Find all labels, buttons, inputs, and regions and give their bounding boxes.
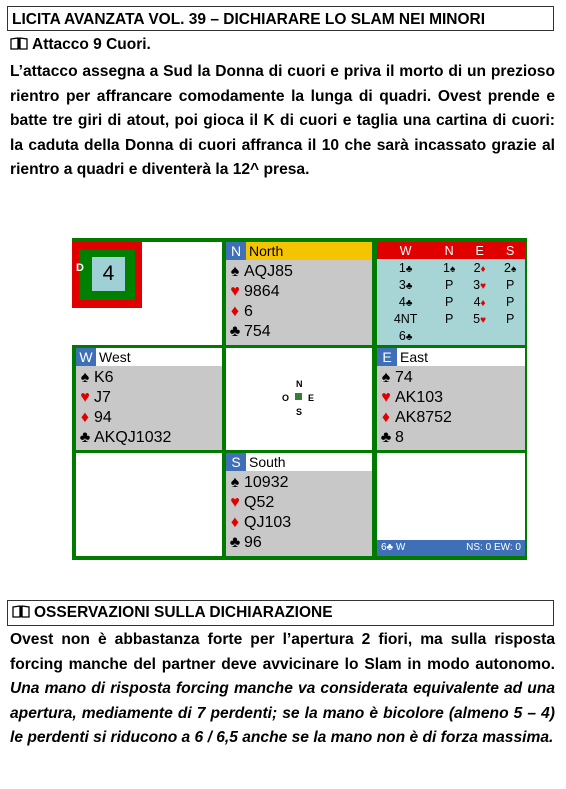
board-number: 4 (92, 257, 125, 291)
north-tag: N (226, 242, 246, 260)
bid-cell: 4♦ (473, 294, 486, 309)
west-diamonds: 94 (94, 409, 112, 426)
heart-icon: ♥ (230, 494, 240, 511)
bid-header: N (434, 242, 464, 259)
north-hearts: 9864 (244, 283, 280, 300)
bid-suit-icon: ♦ (480, 297, 486, 309)
south-name: South (249, 454, 286, 470)
compass-cell (226, 348, 372, 450)
bid-cell: 1♣ (398, 260, 413, 275)
bid-suit-icon: ♥ (480, 314, 487, 326)
bid-header: E (464, 242, 495, 259)
club-icon: ♣ (229, 323, 241, 340)
east-hand (377, 348, 525, 450)
bid-row (377, 327, 525, 344)
south-hand (226, 453, 372, 556)
north-spades: AQJ85 (244, 263, 293, 280)
bid-cell: 4NT (393, 311, 418, 326)
south-tag: S (226, 453, 246, 471)
east-name: East (400, 349, 429, 365)
north-name: North (249, 243, 284, 259)
south-hearts: Q52 (244, 494, 275, 511)
observations-title (7, 600, 554, 626)
compass-s: S (296, 407, 303, 417)
book-icon (12, 605, 30, 618)
bridge-board (72, 238, 527, 560)
spade-icon: ♠ (381, 369, 391, 386)
bid-cell (464, 327, 495, 344)
bid-cell: 3♣ (398, 277, 413, 292)
bid-suit-icon: ♠ (449, 263, 456, 275)
south-clubs: 96 (244, 534, 262, 551)
bid-header: W (377, 242, 434, 259)
west-tag: W (76, 348, 96, 366)
bid-cell (434, 327, 464, 344)
spade-icon: ♠ (230, 263, 240, 280)
west-clubs: AKQJ1032 (94, 429, 172, 446)
bid-suit-icon: ♣ (405, 331, 413, 343)
bid-row (377, 293, 525, 310)
west-spades: K6 (94, 369, 114, 386)
bid-cell: P (505, 311, 515, 326)
lead-heading (10, 36, 151, 54)
compass-center (295, 393, 302, 400)
observations-plain: Ovest non è abbastanza forte per l’apertura 2 fiori, ma sulla risposta forcing manche del partner deve avvicinare lo Slam in modo autonomo. (10, 631, 555, 673)
bid-cell: 2♦ (473, 260, 486, 275)
heart-icon: ♥ (381, 389, 391, 406)
bid-row (377, 310, 525, 327)
east-tag: E (377, 348, 397, 366)
compass-o: O (282, 393, 290, 403)
bid-row (377, 276, 525, 293)
observations-title-text: OSSERVAZIONI SULLA DICHIARAZIONE (34, 604, 333, 621)
club-icon: ♣ (229, 534, 241, 551)
bid-cell: P (505, 294, 515, 309)
bid-cell: P (505, 277, 515, 292)
east-hearts: AK103 (395, 389, 444, 406)
west-hand (76, 348, 222, 450)
east-spades: 74 (395, 369, 413, 386)
page-title: LICITA AVANZATA VOL. 39 – DICHIARARE LO SLAM NEI MINORI (7, 6, 554, 31)
bidding-table (377, 242, 525, 344)
compass-e: E (308, 393, 315, 403)
lead-paragraph: L’attacco assegna a Sud la Donna di cuori e priva il morto di un prezioso rientro per affrancare comodamente la lunga di quadri. Ovest prende e batte tre giri di atout, poi gioca il K di cuori e taglia una cartina di cuori: la caduta della Donna di cuori affranca il 10 che sarà incassato grazie al rientro a quadri e diventerà la 12^ presa. (10, 63, 555, 178)
observations-paragraph (10, 628, 555, 751)
west-name: West (99, 349, 131, 365)
east-diamonds: AK8752 (395, 409, 452, 426)
bid-cell: 4♣ (398, 294, 413, 309)
heart-icon: ♥ (230, 283, 240, 300)
diamond-icon: ♦ (381, 409, 391, 426)
bid-cell: 1♠ (443, 260, 456, 275)
bid-cell: 6♣ (398, 328, 413, 343)
bid-suit-icon: ♣ (405, 263, 413, 275)
book-icon (10, 37, 28, 50)
bid-header: S (495, 242, 525, 259)
result-bar (377, 540, 525, 556)
bid-cell: P (444, 277, 454, 292)
club-icon: ♣ (79, 429, 91, 446)
empty-cell (76, 453, 222, 556)
dealer-indicator (72, 242, 142, 308)
lead-label: Attacco 9 Cuori. (32, 36, 151, 53)
score: NS: 0 EW: 0 (466, 542, 521, 553)
contract: 6♣ W (381, 542, 406, 553)
result-cell (377, 453, 525, 556)
bidding-box (377, 242, 525, 345)
east-clubs: 8 (395, 429, 404, 446)
bid-suit-icon: ♦ (480, 263, 486, 275)
bid-cell (495, 327, 525, 344)
spade-icon: ♠ (230, 474, 240, 491)
bid-cell: 2♠ (503, 260, 517, 275)
diamond-icon: ♦ (80, 409, 90, 426)
heart-icon: ♥ (80, 389, 90, 406)
compass-n: N (296, 379, 303, 389)
north-hand (226, 242, 372, 345)
diamond-icon: ♦ (230, 514, 240, 531)
west-hearts: J7 (94, 389, 111, 406)
south-spades: 10932 (244, 474, 289, 491)
south-diamonds: QJ103 (244, 514, 292, 531)
diamond-icon: ♦ (230, 303, 240, 320)
bid-cell: P (444, 294, 454, 309)
north-diamonds: 6 (244, 303, 253, 320)
observations-italic: Una mano di risposta forcing manche va considerata equivalente ad una apertura, mediamente di 7 perdenti; se la mano è bicolore (almeno 5 – 4) le perdenti si riducono a 6 / 6,5 anche se la mano non è di forza massima. (10, 680, 555, 746)
bid-suit-icon: ♠ (510, 263, 517, 275)
bid-cell: 3♥ (473, 277, 487, 292)
compass-rose (279, 375, 319, 421)
club-icon: ♣ (380, 429, 392, 446)
north-clubs: 754 (244, 323, 271, 340)
bid-suit-icon: ♣ (405, 280, 413, 292)
bid-cell: P (444, 311, 454, 326)
bid-row (377, 259, 525, 276)
spade-icon: ♠ (80, 369, 90, 386)
dealer-label: D (76, 262, 84, 274)
bid-suit-icon: ♣ (405, 297, 413, 309)
board-number-cell (72, 242, 222, 345)
bid-suit-icon: ♥ (480, 280, 487, 292)
bid-cell: 5♥ (473, 311, 487, 326)
